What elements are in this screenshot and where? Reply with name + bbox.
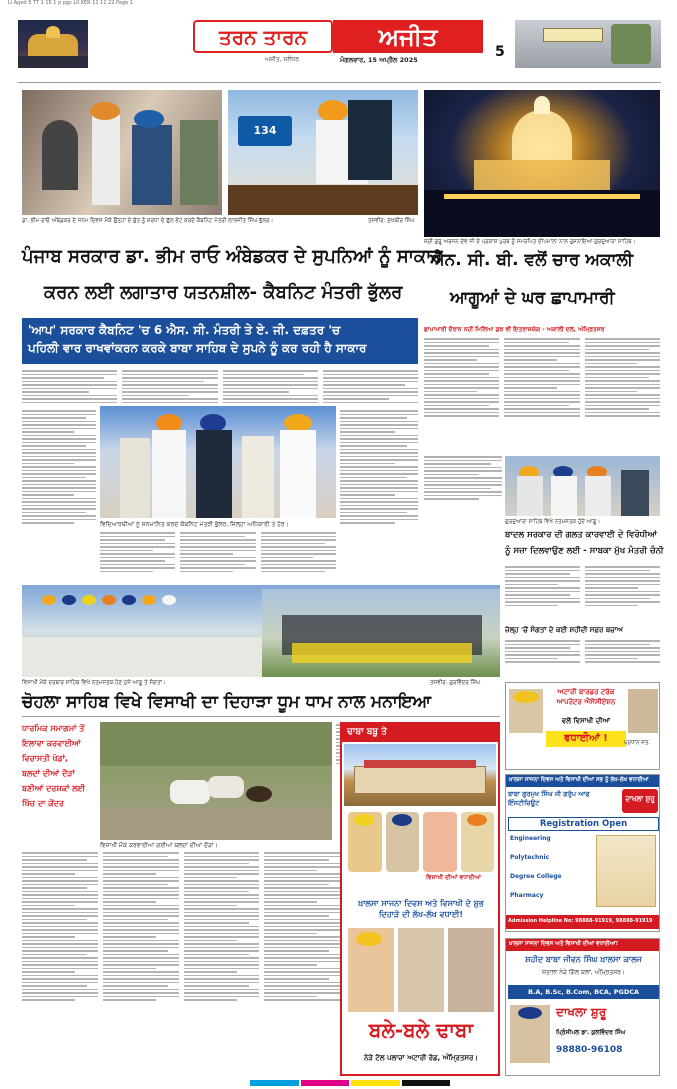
- chohla-body-columns: [22, 852, 340, 1076]
- ncb-body-columns: [424, 338, 660, 454]
- khalsa-college-name: ਸ਼ਹੀਦ ਬਾਬਾ ਜੀਵਨ ਸਿੰਘ ਖ਼ਾਲਸਾ ਕਾਲਜ: [525, 955, 642, 964]
- admission-item: Pharmacy: [510, 892, 544, 899]
- photo-bullock-race: [100, 722, 332, 840]
- dhaba-greeting: ਖ਼ਾਲਸਾ ਸਾਜਨਾ ਦਿਵਸ ਅਤੇ ਵਿਸਾਖੀ ਦੇ ਸ਼ੁਭ ਦਿਹਾੜੇ ਦੀ ਲੱਖ-ਲੱਖ ਵਧਾਈ!: [358, 899, 484, 919]
- photo-minister-speech: [228, 90, 418, 215]
- admission-top-band: ਖ਼ਾਲਸਾ ਸਾਜਨਾ ਦਿਵਸ ਅਤੇ ਵਿਸਾਖੀ ਦੀਆਂ ਸਭ ਨੂੰ ਲੱਖ-ਲੱਖ ਵਧਾਈਆਂ: [506, 775, 659, 787]
- right2-body-columns-2: [505, 640, 660, 672]
- admission-campus-image: [596, 835, 656, 907]
- main-body-column-left: [22, 410, 96, 580]
- callout-line: ਵਿਰਾਸਤੀ ਖੇਡਾਂ,: [22, 754, 69, 763]
- chohla-photo-caption: ਵਿਸਾਖੀ ਮੌਕੇ ਕਰਵਾਈਆਂ ਗਈਆਂ ਬਲਦਾਂ ਦੀਆਂ ਦੌੜਾਂ।: [100, 842, 218, 849]
- admission-badge: ਦਾਖਲਾ ਸ਼ੁਰੂ: [622, 789, 658, 813]
- color-registration-bar: [250, 1080, 450, 1086]
- admission-item: Engineering: [510, 835, 551, 842]
- wishes-line-2: ਵਲੋਂ ਵਿਸਾਖੀ ਦੀਆਂ: [561, 717, 611, 725]
- admission-items: [510, 835, 592, 899]
- group-photo-caption: ਵਿਸਾਖੀ ਮੌਕੇ ਦਰਬਾਰ ਸਾਹਿਬ ਵਿਖੇ ਨਤਮਸਤਕ ਹੋਣ ਪੁੱਜੇ ਆਗੂ ਤੇ ਸੰਗਤਾਂ।: [22, 680, 166, 686]
- chohla-headline: ਚੋਹਲਾ ਸਾਹਿਬ ਵਿਖੇ ਵਿਸਾਖੀ ਦਾ ਦਿਹਾੜਾ ਧੂਮ ਧਾਮ ਨਾਲ ਮਨਾਇਆ: [22, 692, 431, 712]
- wishes-portrait-left: [509, 689, 543, 733]
- right2-headline-line-2: ਨੂੰ ਸਜ਼ਾ ਦਿਲਵਾਉਣ ਲਈ - ਸਾਬਕਾ ਮੁੱਖ ਮੰਤਰੀ ਚੰਨੀ: [505, 546, 664, 556]
- main-body-column-right: [340, 410, 418, 580]
- right2-headline-line-1: ਬਾਦਲ ਸਰਕਾਰ ਦੀ ਗਲਤ ਕਾਰਵਾਈ ਦੇ ਵਿਰੋਧੀਆਂ: [505, 530, 657, 540]
- main-body-column-mid: [100, 532, 336, 580]
- masthead-right-banner: [333, 20, 483, 53]
- ad-dhaba: [340, 722, 500, 1076]
- khalsa-top-band: ਖ਼ਾਲਸਾ ਸਾਜਨਾ ਦਿਵਸ ਅਤੇ ਵਿਸਾਖੀ ਦੀਆਂ ਵਧਾਈਆਂ!: [506, 939, 659, 951]
- photo-group-gathering: [22, 585, 500, 677]
- admission-helpline: Admission Helpline No: 98888-91919, 98888-91919: [506, 915, 659, 929]
- ncb-kicker: ਛਾਪਾਮਾਰੀ ਦੌਰਾਨ ਨਹੀਂ ਮਿਲਿਆ ਕੁਝ ਵੀ ਇਤਰਾਜ਼ਯੋਗ - ਅਕਾਲੀ ਦਲ, ਅੰਮ੍ਰਿਤਸਰ: [424, 326, 605, 333]
- admission-item: Polytechnic: [510, 854, 550, 861]
- photo-tribute-statue: [22, 90, 222, 215]
- main-headline-line-2: ਕਰਨ ਲਈ ਲਗਾਤਾਰ ਯਤਨਸ਼ੀਲ- ਕੈਬਨਿਟ ਮੰਤਰੀ ਭੁੱਲਰ: [44, 282, 403, 303]
- header-right-photo: [515, 20, 661, 68]
- right2-kicker: ਜ਼ੇਲ੍ਹ 'ਚੋਂ ਸੰਗਤਾਂ ਦੇ ਕਈ ਸ਼ਹੀਦੀ ਸਫ਼ਰ ਬਚਾਅ: [505, 626, 623, 634]
- printer-strip: Li Aged 5 TT 1 15 1 p pgs LII KER 11 11 22 Page 1: [8, 0, 133, 6]
- masthead-date: ਮੰਗਲਵਾਰ, 15 ਅਪ੍ਰੈਲ 2025: [340, 56, 418, 64]
- main-subhead-line-1: 'ਆਪ' ਸਰਕਾਰ ਕੈਬਨਿਟ 'ਚ 6 ਐਸ. ਸੀ. ਮੰਤਰੀ ਤੇ ਏ. ਜੀ. ਦਫ਼ਤਰ 'ਚ: [28, 323, 341, 337]
- main-subhead-band: [22, 318, 418, 364]
- wishes-title: ਅਟਾਰੀ ਬਾਰਡਰ ਟਰੱਕ ਆਪਰੇਟਰ ਐਸੋਸੀਏਸ਼ਨ: [556, 688, 616, 706]
- ncb-substory-caption: ਗੁਰਦੁਆਰਾ ਸਾਹਿਬ ਵਿਖੇ ਨਤਮਸਤਕ ਹੁੰਦੇ ਆਗੂ।: [505, 519, 601, 525]
- photo-minister-felicitation: [100, 406, 336, 518]
- admission-college: ਬਾਬਾ ਗੁਰਮੁਖ ਸਿੰਘ ਜੀ ਗਰੁੱਪ ਆਫ ਇੰਸਟੀਚਿਊਟ: [508, 790, 590, 807]
- dhaba-building-photo: [344, 744, 496, 806]
- dhaba-portraits-2: [348, 928, 494, 1012]
- photo-top-caption: ਡਾ. ਭੀਮ ਰਾਓ ਅੰਬੇਡਕਰ ਦੇ ਜਨਮ ਦਿਵਸ ਮੌਕੇ ਉਨ੍ਹਾਂ ਦੇ ਬੁੱਤ ਨੂੰ ਸ਼ਰਧਾ ਦੇ ਫੁੱਲ ਭੇਟ ਕਰਦੇ ਕੈਬਨਿਟ ਮੰਤਰੀ ਲਾਲਜੀਤ ਸਿੰਘ ਭੁੱਲਰ।: [22, 218, 274, 224]
- dhaba-band: ਢਾਬਾ ਬਬੂ ਤੇ: [342, 724, 498, 742]
- wishes-portrait-right: [628, 689, 658, 733]
- chohla-red-callout: [22, 724, 96, 844]
- page-number: 5: [495, 44, 505, 60]
- khalsa-principal: ਪ੍ਰਿੰਸੀਪਲ ਡਾ. ਕੁਲਵਿੰਦਰ ਸਿੰਘ: [556, 1029, 626, 1036]
- wishes-highlight: ਵਧਾਈਆਂ !: [546, 731, 626, 747]
- masthead-right-title: ਅਜੀਤ: [378, 22, 438, 51]
- right2-body-columns: [505, 566, 660, 622]
- wishes-footer: ਪ੍ਰਧਾਨ ਸਤ.: [624, 740, 651, 746]
- photo-mid-caption: ਵਿਦਿਆਰਥੀਆਂ ਨੂੰ ਸਨਮਾਨਿਤ ਕਰਦੇ ਕੈਬਨਿਟ ਮੰਤਰੀ ਭੁੱਲਰ, ਜ਼ਿਲ੍ਹਾ ਅਧਿਕਾਰੀ ਤੇ ਹੋਰ।: [100, 521, 289, 528]
- ad-khalsa-college: [505, 938, 660, 1076]
- admission-item: Degree College: [510, 873, 562, 880]
- main-subhead-line-2: ਪਹਿਲੀ ਵਾਰ ਰਾਖਵਾਂਕਰਨ ਕਰਕੇ ਬਾਬਾ ਸਾਹਿਬ ਦੇ ਸੁਪਨੇ ਨੂੰ ਕਰ ਰਹੀ ਹੈ ਸਾਕਾਰ: [28, 341, 367, 355]
- callout-line: ਧਾਰਮਿਕ ਸਮਾਗਮਾਂ ਤੋਂ: [22, 724, 85, 733]
- photo-credit: ਤਸਵੀਰ: ਸੁਖਬੀਰ ਸਿੰਘ: [368, 218, 415, 224]
- masthead-left-title: ਤਰਨ ਤਾਰਨ: [218, 24, 308, 49]
- backdrop-number: 134: [238, 116, 292, 146]
- main-body-columns-top: [22, 370, 418, 410]
- ncb-headline-line-1: ਐਨ. ਸੀ. ਬੀ. ਵਲੋਂ ਚਾਰ ਅਕਾਲੀ: [430, 250, 634, 270]
- khalsa-admission: ਦਾਖਲਾ ਸ਼ੁਰੂ: [556, 1005, 607, 1019]
- ncb-headline-line-2: ਆਗੂਆਂ ਦੇ ਘਰ ਛਾਪਾਮਾਰੀ: [450, 288, 615, 308]
- dhaba-invite: ਵਿਸਾਖੀ ਦੀਆਂ ਵਧਾਈਆਂ: [426, 874, 481, 881]
- main-headline-line-1: ਪੰਜਾਬ ਸਰਕਾਰ ਡਾ. ਭੀਮ ਰਾਓ ਅੰਬੇਡਕਰ ਦੇ ਸੁਪਨਿਆਂ ਨੂੰ ਸਾਕਾਰ: [22, 246, 443, 267]
- khalsa-courses: B.A, B.Sc, B.Com, BCA, PGDCA: [508, 985, 659, 999]
- callout-line: ਖਿੱਚ ਦਾ ਕੇਂਦਰ: [22, 799, 64, 808]
- header-logo-photo: [18, 20, 88, 68]
- group-photo-credit: ਤਸਵੀਰ: ਗੁਰਵਿੰਦਰ ਸਿੰਘ: [430, 680, 481, 686]
- ad-admission: [505, 774, 660, 932]
- khalsa-location: ਸਤਾਲਾ ਨੇੜੇ ਗਿੱਲ ਕਲਾਂ, ਅੰਮ੍ਰਿਤਸਰ।: [542, 969, 625, 976]
- masthead-subline: ਅਜੀਤ, ਜਲੰਧਰ: [265, 56, 300, 63]
- callout-line: ਬਣੀਆਂ ਦਰਸ਼ਕਾਂ ਲਈ: [22, 784, 86, 793]
- photo-gurdwara-lights: [424, 90, 660, 237]
- dhaba-portraits: [348, 812, 494, 872]
- admission-registration: Registration Open: [508, 817, 659, 831]
- callout-line: ਬਲਦਾਂ ਦੀਆਂ ਦੌੜਾਂ: [22, 769, 75, 778]
- dhaba-name: ਬਲੇ-ਬਲੇ ਢਾਬਾ: [368, 1018, 474, 1042]
- callout-line: ਇਲਾਵਾ ਕਰਵਾਈਆਂ: [22, 739, 81, 748]
- ad-wishes: [505, 682, 660, 770]
- masthead-left-banner: [193, 20, 333, 53]
- ncb-photo-caption: ਸ੍ਰੀ ਗੁਰੂ ਅਰਜਨ ਦੇਵ ਜੀ ਦੇ ਪ੍ਰਕਾਸ਼ ਪੁਰਬ ਨੂੰ ਸਮਰਪਿਤ ਦੀਪਮਾਲਾ ਨਾਲ ਰੁਸ਼ਨਾਇਆ ਗੁਰਦੁਆਰਾ ਸਾਹਿਬ।: [424, 239, 636, 245]
- khalsa-portrait: [510, 1005, 550, 1063]
- photo-ncb-visit: [505, 456, 660, 516]
- ncb-body-left-bottom: [424, 456, 502, 516]
- dhaba-address: ਨੇੜੇ ਟੋਲ ਪਲਾਜ਼ਾ ਅਟਾਰੀ ਰੋਡ, ਅੰਮ੍ਰਿਤਸਰ।: [363, 1054, 479, 1062]
- khalsa-phone: 98880-96108: [556, 1045, 623, 1055]
